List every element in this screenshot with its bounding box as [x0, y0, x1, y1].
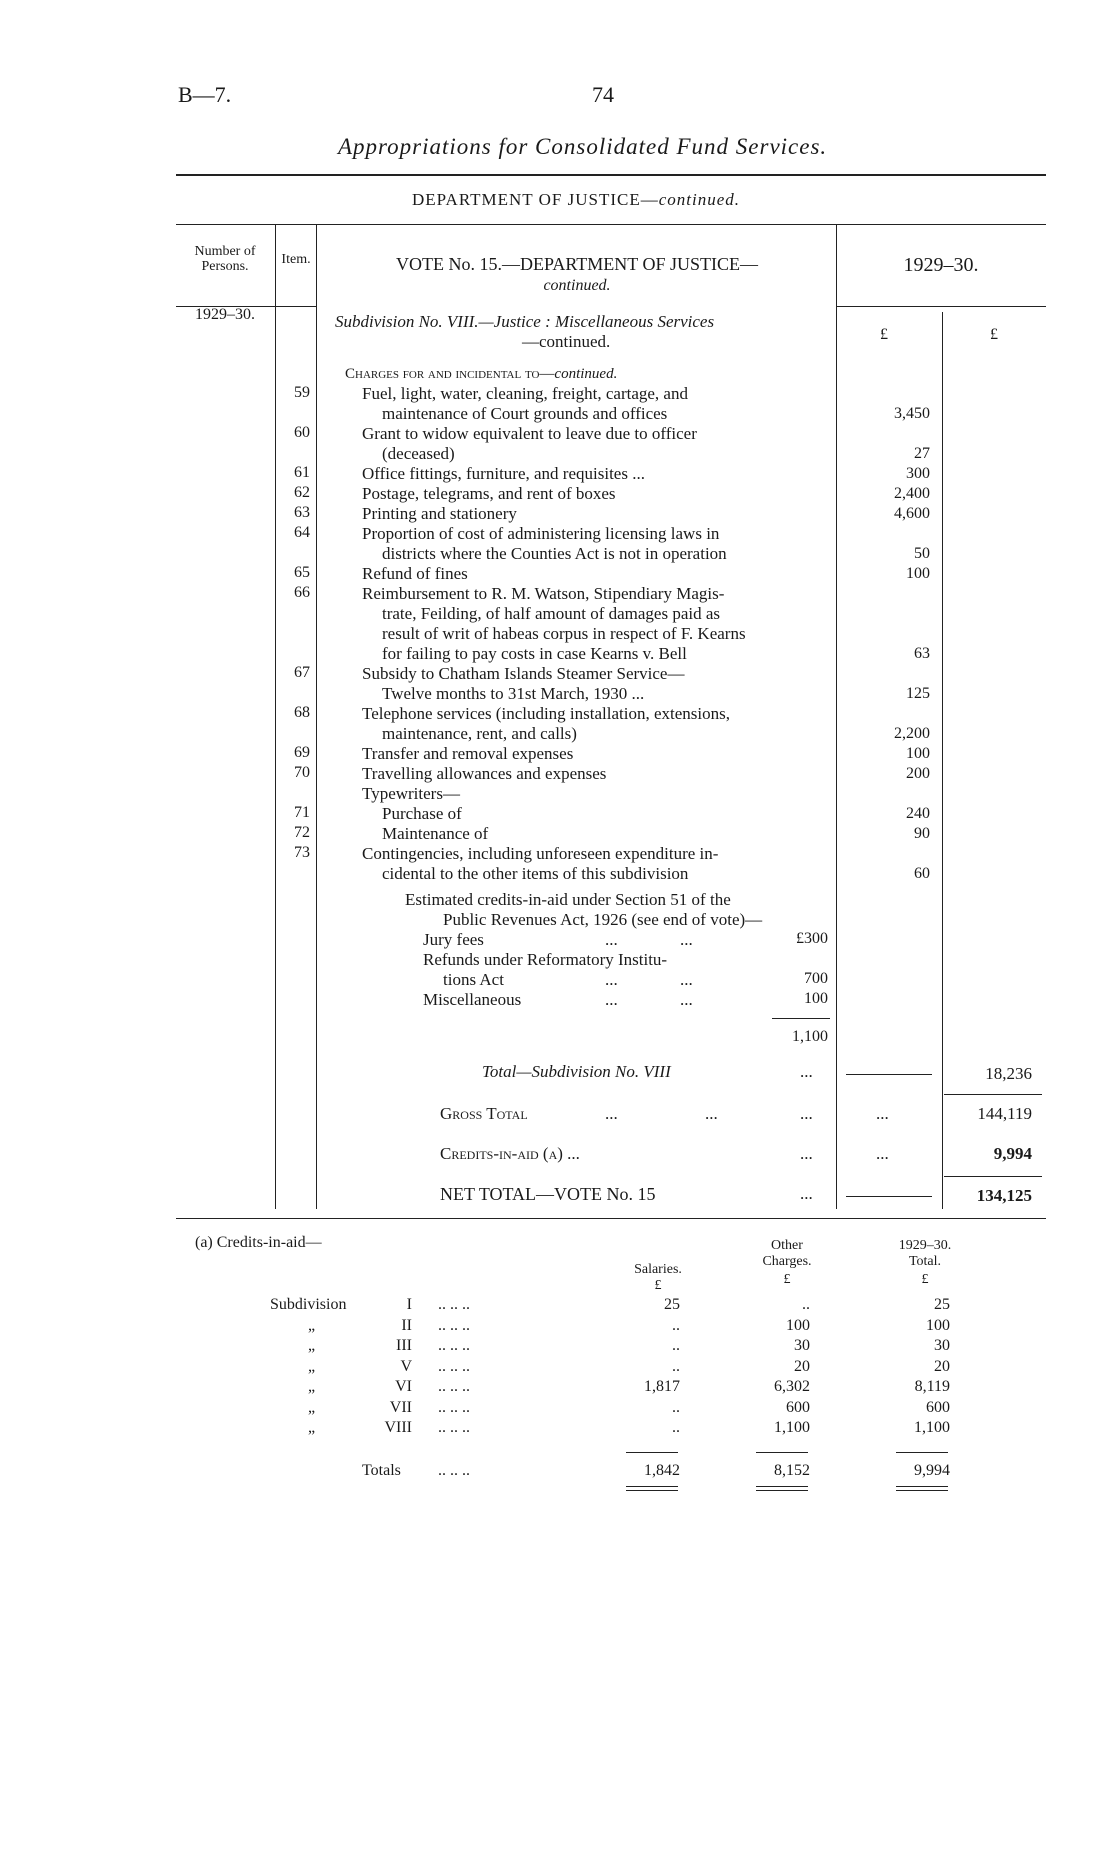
- refunds-label-line1: Refunds under Reformatory Institu-: [423, 950, 668, 969]
- footnote-totals-label: Totals: [362, 1462, 401, 1479]
- refunds-leader-2: ...: [680, 970, 693, 989]
- report-reference: B—7.: [178, 82, 232, 107]
- footnote-total-value: 20: [934, 1357, 950, 1375]
- net-total-dash: [846, 1196, 932, 1197]
- footnote-salaries-value: ..: [672, 1316, 680, 1334]
- item-description-line: Office fittings, furniture, and requisites ...: [362, 464, 645, 483]
- net-total-amount: 134,125: [976, 1186, 1032, 1205]
- footnote-salaries-value: ..: [672, 1398, 680, 1416]
- department-name: DEPARTMENT OF JUSTICE—: [412, 190, 659, 209]
- subdivision-heading-continued: —continued.: [522, 332, 611, 351]
- amount-column-rule: [836, 224, 837, 1209]
- footnote-other-value: 100: [786, 1316, 810, 1334]
- item-description-line: Printing and stationery: [362, 504, 517, 523]
- net-total-leader: ...: [800, 1184, 813, 1203]
- footnote-subdivision-number: I: [406, 1296, 412, 1313]
- item-amount: 300: [906, 465, 930, 482]
- item-number: 59: [294, 384, 310, 401]
- item-description-line: districts where the Counties Act is not in operation: [382, 544, 727, 563]
- department-heading: [412, 190, 740, 210]
- item-number: 63: [294, 504, 310, 521]
- item-number: 69: [294, 744, 310, 761]
- footnote-totals-other: 8,152: [774, 1462, 810, 1479]
- gross-total-rule: [944, 1094, 1042, 1095]
- credits-note-line2: Public Revenues Act, 1926 (see end of vote)—: [443, 910, 763, 929]
- footnote-other-value: 30: [794, 1337, 810, 1354]
- gross-total-amount: 144,119: [977, 1104, 1032, 1123]
- footnote-ditto-mark: „: [308, 1316, 316, 1334]
- item-number: 73: [294, 844, 310, 861]
- gross-total-label: Gross Total: [440, 1104, 528, 1123]
- item-description-line: Twelve months to 31st March, 1930 ...: [382, 684, 645, 703]
- item-number: 72: [294, 824, 310, 841]
- gross-total-leader-3: ...: [800, 1104, 813, 1123]
- item-amount: 50: [914, 545, 930, 562]
- footnote-row-leader: .. .. ..: [438, 1357, 470, 1375]
- footnote-other-value: 20: [794, 1357, 810, 1375]
- year-column-header: 1929–30.: [903, 254, 979, 276]
- credits-note-line1: Estimated credits-in-aid under Section 51 of the: [405, 890, 731, 909]
- footnote-subdivision-number: III: [396, 1337, 412, 1354]
- item-description-line: Maintenance of: [382, 824, 489, 843]
- table-top-rule: [176, 224, 1046, 225]
- page-title: Appropriations for Consolidated Fund Services.: [338, 134, 828, 159]
- total-subdivision-leader: ...: [800, 1062, 813, 1081]
- page-number: 74: [592, 82, 614, 107]
- footnote-totals-total: 9,994: [914, 1462, 950, 1479]
- footnote-ditto-mark: „: [308, 1398, 316, 1416]
- total-column-rule: [942, 312, 943, 1209]
- item-number: 65: [294, 564, 310, 581]
- footnote-salaries-value: 1,817: [644, 1378, 680, 1395]
- total-currency: £: [990, 326, 998, 343]
- footnote-totals-salaries: 1,842: [644, 1462, 680, 1479]
- footnote-total-value: 600: [926, 1398, 950, 1416]
- gross-total-amount-col-leader: ...: [876, 1104, 889, 1123]
- persons-year: 1929–30.: [195, 306, 255, 323]
- footnote-col-other-line2: Charges.: [762, 1254, 812, 1269]
- item-amount: 60: [914, 865, 930, 882]
- total-subdivision-label: Total—Subdivision No. VIII: [482, 1062, 671, 1081]
- footnote-subdivision-label: Subdivision: [270, 1296, 347, 1313]
- credits-in-aid-amount: 9,994: [993, 1144, 1032, 1163]
- footnote-subdivision-number: VIII: [384, 1419, 412, 1436]
- footnote-col-year-line2: Total.: [908, 1254, 942, 1269]
- item-number: 66: [294, 584, 310, 601]
- jury-fees-leader-2: ...: [680, 930, 693, 949]
- footnote-total-value: 100: [926, 1316, 950, 1334]
- footnote-ditto-mark: „: [308, 1378, 316, 1395]
- footnote-total-rule: [896, 1452, 948, 1453]
- net-total-rule: [944, 1176, 1042, 1177]
- table-bottom-rule: [176, 1218, 1046, 1219]
- footnote-other-currency: £: [783, 1272, 791, 1287]
- year-header-rule: [836, 306, 1046, 307]
- item-column-header: Item.: [281, 252, 311, 267]
- item-description-line: result of writ of habeas corpus in respect of F. Kearns: [382, 624, 746, 643]
- item-description-line: Grant to widow equivalent to leave due to officer: [362, 424, 697, 443]
- footnote-salaries-currency: £: [654, 1278, 662, 1293]
- footnote-total-currency: £: [921, 1272, 929, 1287]
- item-description-line: Purchase of: [382, 804, 462, 823]
- misc-leader-2: ...: [680, 990, 693, 1009]
- footnote-ditto-mark: „: [308, 1357, 316, 1375]
- gross-total-leader: ...: [605, 1104, 618, 1123]
- item-number: 61: [294, 464, 310, 481]
- item-description-line: Refund of fines: [362, 564, 468, 583]
- item-description-line: maintenance of Court grounds and offices: [382, 404, 668, 423]
- item-amount: 2,400: [894, 485, 930, 502]
- credits-in-aid-amount-col-leader: ...: [876, 1144, 889, 1163]
- credits-subtotal: 1,100: [792, 1028, 828, 1045]
- item-description-line: Travelling allowances and expenses: [362, 764, 607, 783]
- subdivision-heading: Subdivision No. VIII.—Justice : Miscellaneous Services: [335, 312, 715, 331]
- refunds-amount: 700: [804, 970, 828, 987]
- footnote-salaries-double-rule: [626, 1486, 678, 1491]
- gross-total-leader-2: ...: [705, 1104, 718, 1123]
- item-description-line: Subsidy to Chatham Islands Steamer Service—: [362, 664, 685, 683]
- footnote-other-value: 600: [786, 1398, 810, 1416]
- item-description-line: Typewriters—: [362, 784, 460, 803]
- footnote-subdivision-number: VI: [395, 1378, 412, 1395]
- jury-fees-amount: £300: [796, 930, 828, 947]
- item-number: 68: [294, 704, 310, 721]
- footnote-other-double-rule: [756, 1486, 808, 1491]
- item-amount: 2,200: [894, 725, 930, 742]
- footnote-row-leader: .. .. ..: [438, 1296, 470, 1313]
- footnote-total-value: 30: [934, 1337, 950, 1354]
- charges-heading-text: Charges for and incidental to—: [345, 366, 555, 382]
- footnote-subdivision-number: VII: [389, 1398, 412, 1416]
- item-number: 70: [294, 764, 310, 781]
- item-description-line: cidental to the other items of this subdivision: [382, 864, 689, 883]
- item-number: 67: [294, 664, 310, 681]
- item-amount: 90: [914, 825, 930, 842]
- amount-currency: £: [880, 326, 888, 343]
- credits-in-aid-leader: ...: [800, 1144, 813, 1163]
- footnote-other-value: ..: [802, 1296, 810, 1313]
- net-total-label: NET TOTAL—VOTE No. 15: [440, 1184, 656, 1204]
- jury-fees-label: Jury fees: [423, 930, 484, 949]
- item-description-line: Telephone services (including installation, extensions,: [362, 704, 730, 723]
- item-number: 71: [294, 804, 310, 821]
- total-subdivision-amount: 18,236: [985, 1064, 1032, 1083]
- persons-column-header: Number of Persons.: [194, 244, 256, 274]
- item-description-line: Reimbursement to R. M. Watson, Stipendiary Magis-: [362, 584, 725, 603]
- title-rule: [176, 174, 1046, 176]
- footnote-col-other-line1: Other: [771, 1238, 803, 1253]
- refunds-leader: ...: [605, 970, 618, 989]
- footnote-row-leader: .. .. ..: [438, 1378, 470, 1395]
- misc-leader: ...: [605, 990, 618, 1009]
- charges-heading: [345, 364, 617, 384]
- footnote-salaries-rule: [626, 1452, 678, 1453]
- item-amount: 200: [906, 765, 930, 782]
- charges-heading-continued: continued.: [554, 366, 618, 382]
- vote-title-continued: continued.: [543, 277, 611, 294]
- footnote-row-leader: .. .. ..: [438, 1316, 470, 1334]
- item-amount: 27: [914, 445, 930, 462]
- footnote-other-value: 6,302: [774, 1378, 810, 1395]
- total-subdivision-dash: [846, 1074, 932, 1075]
- item-description-line: Proportion of cost of administering licensing laws in: [362, 524, 720, 543]
- item-amount: 100: [906, 565, 930, 582]
- footnote-col-salaries: Salaries.: [634, 1262, 682, 1277]
- item-amount: 240: [906, 805, 930, 822]
- item-number: 64: [294, 524, 310, 541]
- item-description-line: maintenance, rent, and calls): [382, 724, 577, 743]
- footnote-salaries-value: ..: [672, 1337, 680, 1354]
- footnote-other-rule: [756, 1452, 808, 1453]
- credits-in-aid-label: [440, 1144, 580, 1164]
- footnote-salaries-value: ..: [672, 1357, 680, 1375]
- item-number: 62: [294, 484, 310, 501]
- footnote-row-leader: .. .. ..: [438, 1398, 470, 1416]
- footnote-total-double-rule: [896, 1486, 948, 1491]
- footnote-total-value: 8,119: [914, 1378, 950, 1395]
- item-description-line: trate, Feilding, of half amount of damages paid as: [382, 604, 721, 623]
- credits-subtotal-rule: [772, 1018, 830, 1019]
- footnote-totals-leader: .. .. ..: [438, 1462, 470, 1479]
- item-description-line: for failing to pay costs in case Kearns v. Bell: [382, 644, 687, 663]
- footnote-salaries-value: ..: [672, 1419, 680, 1436]
- footnote-ditto-mark: „: [308, 1419, 316, 1436]
- footnote-total-value: 25: [934, 1296, 950, 1313]
- misc-amount: 100: [804, 990, 828, 1007]
- credits-in-aid-text: Credits-in-aid (a) ...: [440, 1144, 580, 1163]
- footnote-subdivision-number: V: [400, 1357, 412, 1375]
- jury-fees-leader: ...: [605, 930, 618, 949]
- footnote-ditto-mark: „: [308, 1337, 316, 1354]
- item-number: 60: [294, 424, 310, 441]
- refunds-label-line2: tions Act: [443, 970, 504, 989]
- persons-column-rule: [275, 224, 276, 1209]
- item-amount: 4,600: [894, 505, 930, 522]
- item-column-rule: [316, 224, 317, 1209]
- item-description-line: Fuel, light, water, cleaning, freight, cartage, and: [362, 384, 688, 403]
- footnote-row-leader: .. .. ..: [438, 1419, 470, 1436]
- item-amount: 125: [906, 685, 930, 702]
- footnote-salaries-value: 25: [664, 1296, 680, 1313]
- item-description-line: Contingencies, including unforeseen expenditure in-: [362, 844, 719, 863]
- vote-title: VOTE No. 15.—DEPARTMENT OF JUSTICE—: [396, 254, 758, 274]
- footnote-col-year-line1: 1929–30.: [898, 1238, 952, 1253]
- misc-label: Miscellaneous: [423, 990, 522, 1009]
- department-continued: continued.: [658, 190, 741, 209]
- item-amount: 100: [906, 745, 930, 762]
- item-description-line: Postage, telegrams, and rent of boxes: [362, 484, 616, 503]
- footnote-heading: (a) Credits-in-aid—: [195, 1234, 322, 1251]
- item-description-line: (deceased): [382, 444, 455, 463]
- footnote-row-leader: .. .. ..: [438, 1337, 470, 1354]
- footnote-total-value: 1,100: [914, 1419, 950, 1436]
- item-amount: 63: [914, 645, 930, 662]
- footnote-other-value: 1,100: [774, 1419, 810, 1436]
- footnote-subdivision-number: II: [401, 1316, 412, 1334]
- item-description-line: Transfer and removal expenses: [362, 744, 574, 763]
- item-amount: 3,450: [894, 405, 930, 422]
